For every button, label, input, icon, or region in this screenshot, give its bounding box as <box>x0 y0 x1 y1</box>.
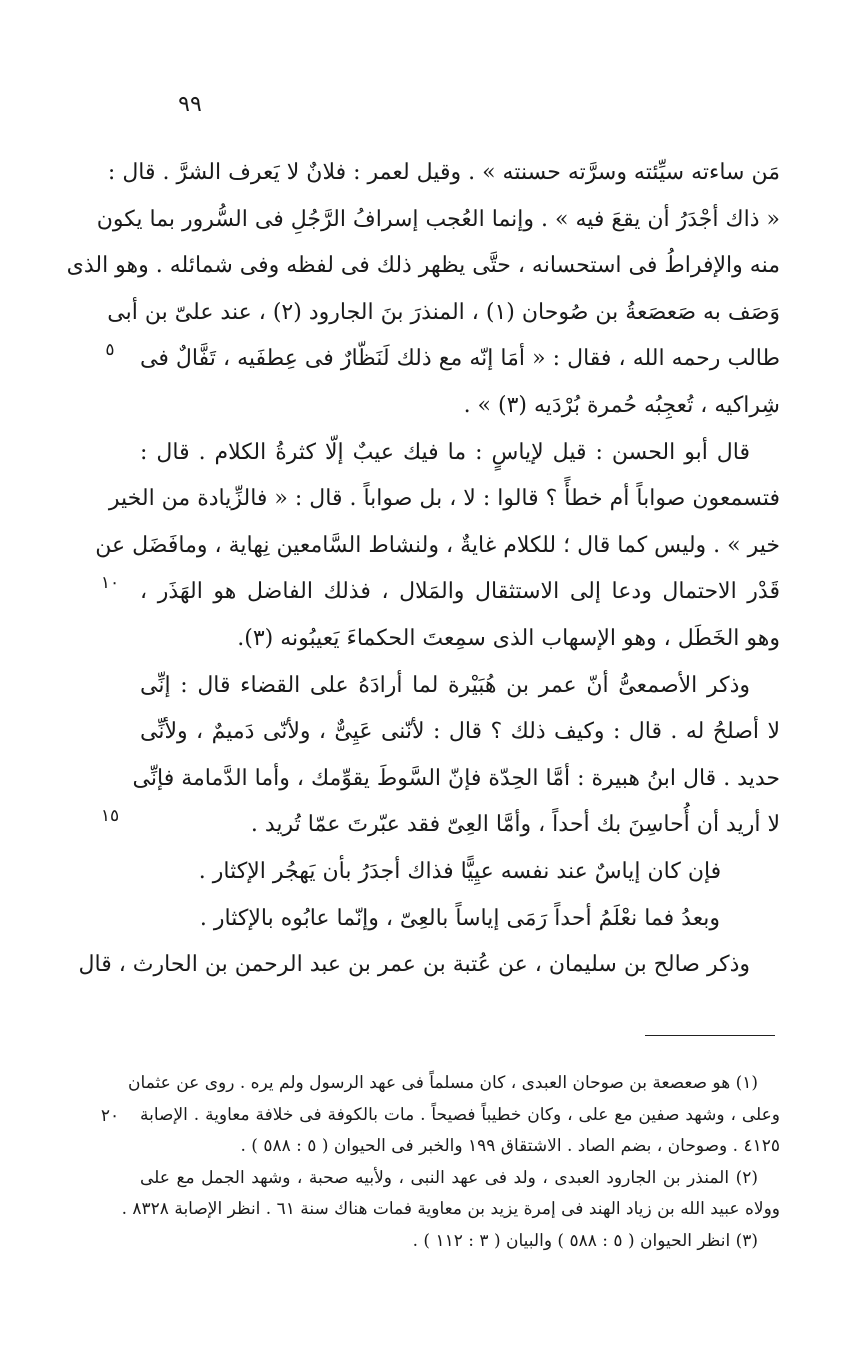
body-line: لا أريد أن أُحاسِنَ بك أحداً ، وأمَّا العِىّ فقد عبّرتَ عمّا تُريد . <box>250 812 780 838</box>
line-number-marker: ١٥ <box>100 806 120 827</box>
body-line: وبعدُ فما نعْلَمُ أحداً رَمَى إياساً بالعِىّ ، وإنّما عابُوه بالإكثار . <box>199 905 721 931</box>
body-line: شِراكيه ، تُعجِبُه حُمرة بُرْدَيه (٣) » . <box>463 392 780 418</box>
body-line: فتسمعون صواباً أم خطأً ؟ قالوا : لا ، بل صواباً . قال : « فالزِّيادة من الخير <box>108 486 780 512</box>
body-line: « ذاك أجْدَرُ أن يقعَ فيه » . وإنما العُجب إسرافُ الرَّجُلِ فى السُّرور بما يكون <box>96 206 780 232</box>
footnote-line: (٢) المنذر بن الجارود العبدى ، ولد فى عهد النبى ، ولأبيه صحبة ، وشهد الجمل مع على <box>140 1167 758 1188</box>
body-line: منه والإفراطُ فى استحسانه ، حتَّى يظهر ذلك فى لفظه وفى شمائله . وهو الذى <box>66 253 780 279</box>
body-line: فإن كان إياسٌ عند نفسه عيِيًّا فذاك أجدَرُ بأن يَهجُر الإكثار . <box>198 858 722 884</box>
body-line: مَن ساءته سيِّئته وسرَّته حسنته » . وقيل لعمر : فلانٌ لا يَعرف الشرَّ . قال : <box>107 160 780 185</box>
body-line: قَدْر الاحتمال ودعا إلى الاستثقال والمَلال ، فذلك الفاضل هو الهَذَر ، <box>140 579 780 605</box>
body-line: وذكر صالح بن سليمان ، عن عُتبة بن عمر بن عبد الرحمن بن الحارث ، قال <box>78 952 750 978</box>
line-number-marker: ٢٠ <box>100 1105 120 1126</box>
line-number-marker: ٥ <box>105 340 115 361</box>
body-line: لا أصلحُ له . قال : وكيف ذلك ؟ قال : لأنّنى عَيِىٌّ ، ولأنّى دَميمٌ ، ولأنِّى <box>140 719 780 745</box>
footnote-line: (٣) انظر الحيوان ( ٥ : ٥٨٨ ) والبيان ( ٣ : ١١٢ ) . <box>412 1230 758 1251</box>
body-line: قال أبو الحسن : قيل لإياسٍ : ما فيك عيبٌ إلّا كثرةُ الكلام . قال : <box>140 439 750 465</box>
line-number-marker: ١٠ <box>100 573 120 594</box>
footnote-line: ٤١٢٥ . وصوحان ، بضم الصاد . الاشتقاق ١٩٩ والخبر فى الحيوان ( ٥ : ٥٨٨ ) . <box>240 1136 780 1156</box>
page-number: ٩٩ <box>178 92 202 117</box>
footnotes <box>121 1068 780 1257</box>
footnote-rule <box>645 1035 775 1036</box>
body-line: وذكر الأصمعىُّ أنّ عمر بن هُبَيْرة لما أرادَهُ على القضاء قال : إنِّى <box>140 672 750 698</box>
footnote-line: وعلى ، وشهد صفين مع على ، وكان خطيباً فصيحاً . مات بالكوفة فى خلافة معاوية . الإصابة <box>140 1104 780 1125</box>
footnote-line: وولاه عبيد الله بن زياد الهند فى إمرة يزيد بن معاوية فمات هناك سنة ٦١ . انظر الإصابة ٨٣٢٨ . <box>121 1199 780 1219</box>
body-line: خير » . وليس كما قال ؛ للكلام غايةٌ ، ولنشاط السَّامعين نِهاية ، ومافَضَل عن <box>95 532 780 558</box>
body-line: حديد . قال ابنُ هبيرة : أمَّا الحِدّة فإنّ السَّوطَ يقوِّمك ، وأما الدَّمامة فإنِّى <box>132 765 780 791</box>
footnote-line: (١) هو صعصعة بن صوحان العبدى ، كان مسلماً فى عهد الرسول ولم يره . روى عن عثمان <box>128 1073 758 1093</box>
body-line: وهو الخَطَل ، وهو الإسهاب الذى سمِعتَ الحكماءَ يَعيبُونه (٣). <box>237 625 780 651</box>
body-line: وَصَف به صَعصَعةُ بن صُوحان (١) ، المنذرَ بنَ الجارود (٢) ، عند علىّ بن أبى <box>107 299 780 325</box>
body-line: طالب رحمه الله ، فقال : « أمَا إنّه مع ذلك لَنَظّارٌ فى عِطفَيه ، تَفَّالٌ فى <box>140 346 780 372</box>
